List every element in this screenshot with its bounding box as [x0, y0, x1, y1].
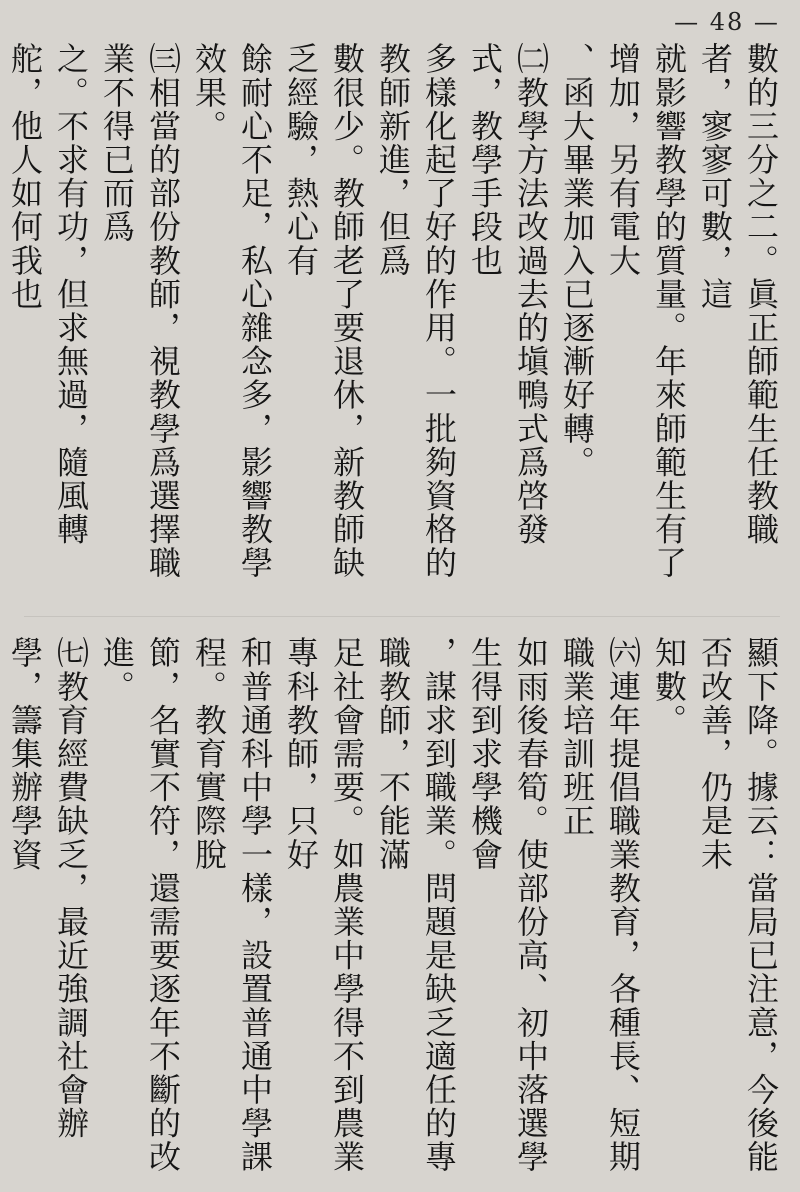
page-number: — 48 — — [674, 8, 780, 36]
text-column: ㈥連年提倡職業教育，各種長、短期職業培訓班正 — [558, 636, 642, 1174]
text-column: 節，名實不符，還需要逐年不斷的改進。 — [98, 636, 182, 1174]
text-column: 數很少。教師老了要退休，新教師缺乏經驗，熱心有 — [282, 42, 366, 580]
text-column: 足社會需要。如農業中學得不到農業專科教師，只好 — [282, 636, 366, 1174]
text-column: 之。不求有功，但求無過，隨風轉舵，他人如何我也 — [6, 42, 90, 546]
text-column: ，謀求到職業。問題是缺乏適任的專職教師，不能滿 — [374, 636, 458, 1174]
section-divider — [24, 616, 780, 617]
text-column — [0, 42, 2, 602]
text-column: 就影響教學的質量。年來師範生有了增加，另有電大 — [604, 42, 688, 580]
text-column: 和普通科中學一樣，設置普通中學課程。教育實際脫 — [190, 636, 274, 1174]
text-column: 如雨後春筍。使部份高、初中落選學生得到求學機會 — [466, 636, 550, 1174]
text-column: 、函大畢業加入已逐漸好轉。 — [558, 42, 596, 479]
text-column: 餘耐心不足，私心雜念多，影響教學效果。 — [190, 42, 274, 580]
text-column: 知數。 — [650, 636, 688, 737]
text-column — [0, 636, 2, 1180]
bottom-text-block — [6, 636, 784, 1180]
text-column: 數的三分之二。眞正師範生任教職者，寥寥可數，這 — [696, 42, 780, 546]
text-column: ㈡教學方法改過去的塡鴨式爲啓發式，教學手段也 — [466, 42, 550, 546]
top-text-block — [4, 42, 784, 602]
text-column: 多樣化起了好的作用。一批夠資格的教師新進，但爲 — [374, 42, 458, 580]
text-column: ㈢相當的部份教師，視教學爲選擇職業不得已而爲 — [98, 42, 182, 580]
text-column: 顯下降。據云：當局已注意，今後能否改善，仍是未 — [696, 636, 780, 1174]
text-column: ㈦教育經費缺乏，最近強調社會辦學，籌集辦學資 — [6, 636, 90, 1140]
